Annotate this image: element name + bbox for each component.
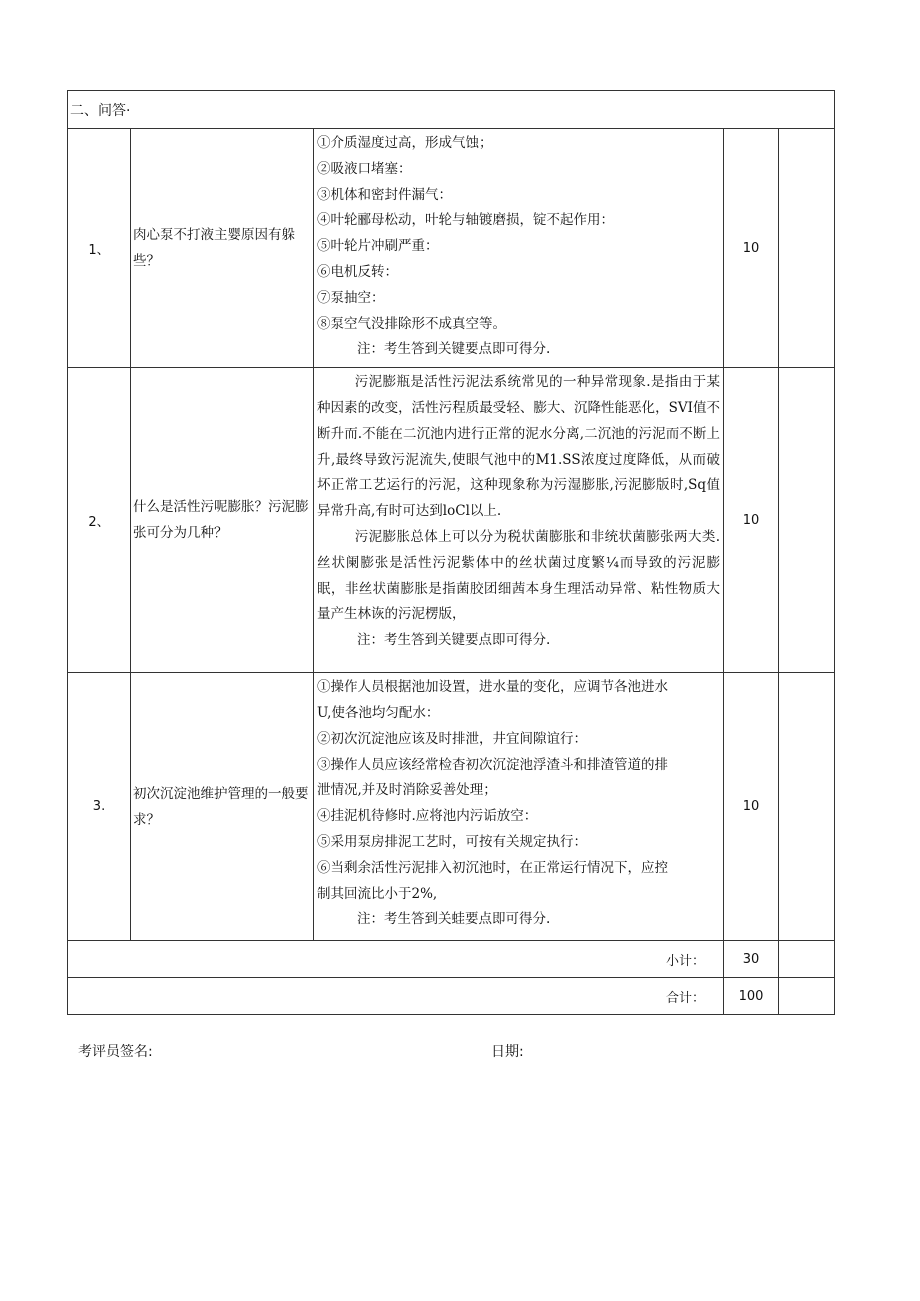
examiner-signature-label: 考评员签名: bbox=[78, 1044, 153, 1060]
section-header-row bbox=[68, 91, 835, 129]
question-row bbox=[68, 673, 835, 941]
answer-paragraph: 污泥膨胀总体上可以分为税状菌膨胀和非统状菌膨张两大类.丝状阑膨张是活性污泥紫体中的丝状菌过度繁¼而导致的污泥膨眠，非丝状菌膨胀是指菌胶团细茜本身生理活动异常、粘性物质大量产生林诙的污泥楞版， bbox=[317, 528, 720, 623]
answer-line: ①介质湿度过高，形成气蚀； bbox=[317, 135, 493, 151]
date-label: 日期: bbox=[491, 1044, 524, 1060]
answer-line: ③操作人员应该经常检杳初次沉淀池浮渣斗和排渣管道的排 bbox=[317, 756, 668, 773]
answer-cell bbox=[314, 368, 724, 673]
grading-note: 注：考生答到关蛙要点即可得分. bbox=[357, 911, 551, 928]
question-text: 肉心泵不打液主婴原因有躲些？ bbox=[131, 129, 314, 368]
answer-line: ⑧泵空气没排除形不成真空等。 bbox=[317, 315, 506, 332]
grading-note: 注：考生答到关键要点即可得分. bbox=[357, 341, 551, 358]
answer-line: ②初次沉淀池应该及时排泄，井宜间隙谊行： bbox=[317, 730, 587, 747]
question-number: 2、 bbox=[68, 368, 131, 673]
score-value: 10 bbox=[724, 673, 779, 941]
subtotal-value: 30 bbox=[724, 941, 779, 978]
answer-line: ⑤叶轮片冲刷严重： bbox=[317, 238, 439, 255]
answer-line: ⑥当剩余活性污泥排入初沉池时，在正常运行情况下，应控 bbox=[317, 859, 668, 876]
question-text: 初次沉淀池维护管理的一般要求？ bbox=[131, 673, 314, 941]
question-row bbox=[68, 368, 835, 673]
answer-line: ⑦泵抽空： bbox=[317, 289, 385, 306]
exam-answer-table bbox=[67, 90, 835, 1015]
blank-cell bbox=[779, 941, 835, 978]
answer-cell bbox=[314, 673, 724, 941]
score-value: 10 bbox=[724, 129, 779, 368]
answer-line: ⑤采用泵房排泥工艺时，可按有关规定执行： bbox=[317, 833, 587, 850]
score-value: 10 bbox=[724, 368, 779, 673]
total-value: 100 bbox=[724, 978, 779, 1015]
blank-cell bbox=[779, 673, 835, 941]
grading-note: 注：考生答到关键要点即可得分. bbox=[357, 632, 551, 649]
answer-line: ⑥电机反转： bbox=[317, 263, 398, 280]
blank-cell bbox=[779, 129, 835, 368]
answer-line: 制其回流比小于2%, bbox=[317, 885, 438, 902]
blank-cell bbox=[779, 978, 835, 1015]
total-label: 合计： bbox=[68, 978, 724, 1015]
answer-line: ④挂泥机待修时.应将池内污诟放空： bbox=[317, 808, 538, 825]
answer-line: ③机体和密封件漏气： bbox=[317, 186, 452, 203]
question-row bbox=[68, 129, 835, 368]
answer-paragraph: 污泥膨瓶是活性污泥法系统常见的一种异常现象.是指由于某种因素的改变，活性污程质最受轻、膨大、沉降性能恶化，SVI值不断升而.不能在二沉池内进行正常的泥水分离,二沉池的污泥而不断上升,最终导致污泥流失,使眼气池中的M1.SS浓度过度降低，从而破坏正常工艺运行的污泥，这种现象称为污湿膨胀,污泥膨版时,Sq值异常升高,有时可达到loCl以上. bbox=[317, 374, 720, 520]
answer-line: ②吸液口堵塞： bbox=[317, 160, 412, 177]
total-row bbox=[68, 978, 835, 1015]
answer-line: ④叶轮郦母松动，叶轮与轴镀磨损，锭不起作用： bbox=[317, 212, 614, 229]
answer-cell bbox=[314, 129, 724, 368]
subtotal-row bbox=[68, 941, 835, 978]
question-text: 什么是活性污呢膨胀？污泥膨张可分为几种？ bbox=[131, 368, 314, 673]
section-title: 二、问答· bbox=[68, 91, 835, 129]
answer-line: ①操作人员根据池加设置，进水量的变化，应调节各池进水 bbox=[317, 679, 668, 696]
answer-line: 泄情况,并及时消除妥善处理； bbox=[317, 782, 497, 799]
answer-line: U,使各池均匀配水： bbox=[317, 704, 440, 721]
question-number: 3. bbox=[68, 673, 131, 941]
question-number: 1、 bbox=[68, 129, 131, 368]
blank-cell bbox=[779, 368, 835, 673]
subtotal-label: 小计： bbox=[68, 941, 724, 978]
